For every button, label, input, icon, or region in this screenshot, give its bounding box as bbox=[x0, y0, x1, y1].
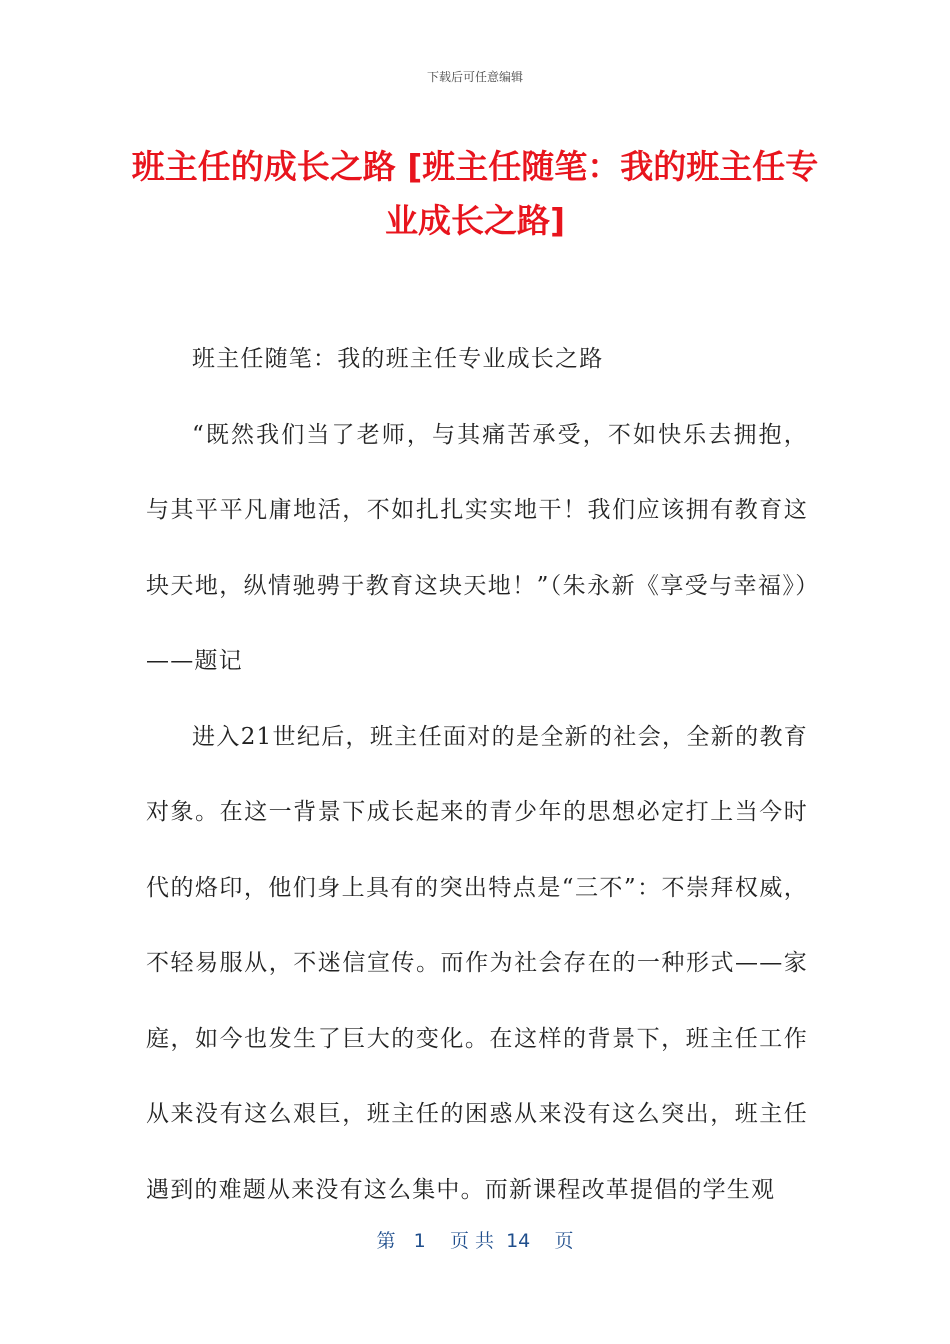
paragraph-subtitle: 班主任随笔：我的班主任专业成长之路 bbox=[192, 346, 604, 372]
document-title: 班主任的成长之路 [班主任随笔：我的班主任专业成长之路] bbox=[131, 147, 819, 240]
document-body bbox=[146, 322, 808, 1228]
footer-prefix: 第 bbox=[376, 1230, 396, 1252]
footer-middle: 页 共 bbox=[449, 1230, 494, 1252]
paragraph-main: 进入21世纪后，班主任面对的是全新的社会，全新的教育对象。在这一背景下成长起来的青少年的思想必定打上当今时代的烙印，他们身上具有的突出特点是“三不”：不崇拜权威，不轻易服从，不迷信宣传。而作为社会存在的一种形式——家庭，如今也发生了巨大的变化。在这样的背景下，班主任工作从来没有这么艰巨，班主任的困惑从来没有这么突出，班主任遇到的难题从来没有这么集中。而新课程改革提倡的学生观 bbox=[146, 723, 808, 1203]
footer-current-page: 1 bbox=[413, 1230, 426, 1252]
footer-suffix: 页 bbox=[554, 1230, 574, 1252]
header-note: 下载后可任意编辑 bbox=[426, 70, 523, 84]
footer-total-pages: 14 bbox=[506, 1230, 531, 1252]
paragraph-epigraph: “既然我们当了老师，与其痛苦承受，不如快乐去拥抱，与其平平凡庸地活，不如扎扎实实地干！我们应该拥有教育这块天地，纵情驰骋于教育这块天地！”（朱永新《享受与幸福》）——题记 bbox=[146, 421, 808, 674]
page-number-footer bbox=[0, 1226, 950, 1253]
